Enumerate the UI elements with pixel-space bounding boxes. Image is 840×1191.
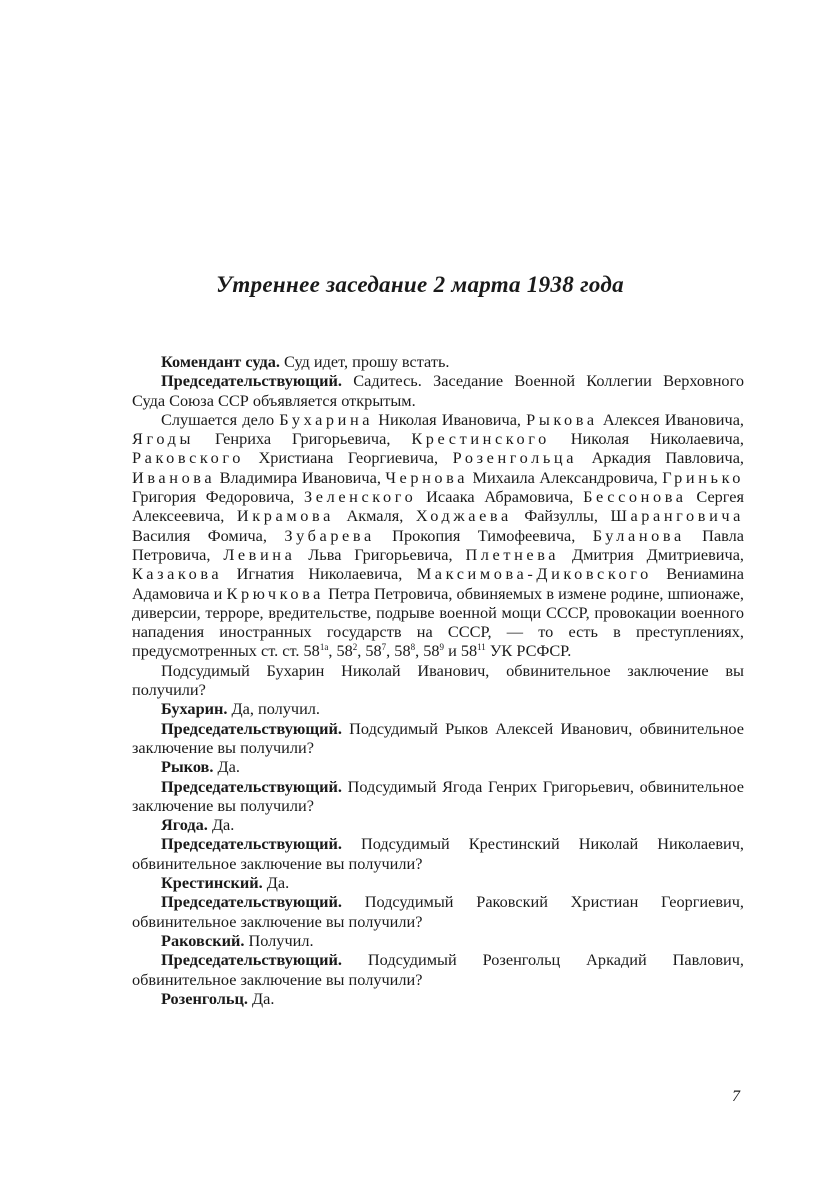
article-superscript: 11 — [477, 642, 486, 653]
defendant-surname: Буланова — [592, 525, 685, 545]
defendant-given-names: Григория Федоровича, — [132, 487, 305, 507]
defendant-surname: Зубарева — [284, 525, 375, 545]
utterance-text: Да. — [247, 988, 275, 1008]
utterance-text: Подсудимый Крестинский Николай Николаевич, обвинительное заключение вы получили? — [132, 834, 744, 873]
defendant-surname: Казакова — [132, 564, 223, 584]
defendant-given-names: Вениамина Адамовича и — [132, 564, 744, 603]
transcript-paragraph — [132, 950, 744, 989]
transcript-paragraph — [132, 892, 744, 931]
defendant-given-names: Аркадия Павловича, — [577, 448, 744, 468]
article-superscript: 7 — [381, 642, 387, 653]
defendant-surname: Ходжаева — [415, 506, 512, 526]
defendant-entry — [416, 506, 611, 525]
defendant-given-names: Петра Петровича, — [324, 583, 457, 603]
defendant-entry — [132, 429, 411, 448]
speaker-name: Комендант суда. — [161, 352, 280, 371]
defendant-surname: Раковского — [132, 448, 244, 468]
utterance-text: Подсудимый Ягода Генрих Григорьевич, обвинительное заключение вы получили? — [132, 776, 744, 815]
defendant-surname: Чернова — [385, 467, 469, 487]
defendant-surname: Гринько — [662, 467, 744, 487]
article-number: , 58 — [415, 641, 440, 661]
defendant-entry — [223, 545, 465, 564]
defendant-given-names: Сергея Алексеевича, — [132, 487, 744, 526]
defendant-surname: Бухарина — [279, 409, 374, 429]
defendant-entry — [132, 468, 385, 487]
defendant-given-names: Генриха Григорьевича, — [194, 429, 412, 449]
speaker-name: Председательствующий. — [161, 950, 342, 970]
speaker-name: Председательствующий. — [161, 718, 342, 738]
utterance-text: Да. — [262, 873, 290, 893]
article-number: и 58 — [444, 641, 478, 661]
transcript-paragraph — [132, 931, 744, 950]
utterance-text: Получил. — [244, 930, 314, 950]
defendant-entry — [411, 429, 744, 448]
defendant-surname: Плетнева — [465, 544, 560, 564]
defendant-given-names: Михаила Александровича, — [468, 467, 663, 487]
article-list — [320, 641, 486, 660]
defendant-entry — [465, 545, 744, 564]
defendant-entry — [284, 526, 592, 545]
utterance-text: Да. — [213, 757, 240, 777]
defendant-surname: Максимова-Диковского — [416, 564, 652, 584]
defendant-given-names: Игнатия Николаевича, — [222, 564, 417, 584]
defendant-surname: Рыкова — [526, 409, 598, 429]
defendant-given-names: Николая Николаевича, — [549, 429, 744, 449]
defendant-given-names: Исаака Абрамовича, — [416, 487, 584, 507]
defendant-surname: Ягоды — [132, 429, 195, 449]
speaker-name: Председательствующий. — [161, 776, 342, 796]
defendant-surname: Крючкова — [226, 583, 324, 603]
defendant-surname: Икрамова — [236, 506, 334, 526]
speaker-name: Председательствующий. — [161, 371, 342, 391]
defendant-surname: Иванова — [132, 467, 216, 487]
article-number: , 58 — [328, 641, 353, 661]
transcript-paragraph — [132, 815, 744, 834]
utterance-text: Садитесь. Заседание Военной Коллегии Верховного Суда Союза ССР объявляется открытым. — [132, 371, 744, 410]
speaker-name: Рыков. — [161, 757, 214, 777]
speaker-name: Бухарин. — [161, 699, 228, 719]
defendant-given-names: Алексея Ивановича, — [597, 409, 745, 429]
defendant-given-names: Акмаля, — [333, 506, 416, 526]
article-superscript: 8 — [410, 642, 416, 653]
defendant-surname: Левина — [223, 544, 296, 564]
transcript-paragraph — [132, 873, 744, 892]
transcript-body — [132, 352, 744, 1008]
defendant-list — [132, 410, 744, 603]
speaker-name: Председательствующий. — [161, 892, 342, 912]
speaker-name: Крестинский. — [161, 873, 263, 893]
speaker-name: Раковский. — [161, 930, 245, 950]
transcript-paragraph — [132, 352, 744, 371]
article-number: , 58 — [386, 641, 411, 661]
defendant-given-names: Дмитрия Дмитриевича, — [559, 544, 744, 564]
transcript-paragraph — [132, 757, 744, 776]
defendant-entry — [304, 487, 583, 506]
defendant-given-names: Льва Григорьевича, — [295, 544, 466, 564]
utterance-text: Подсудимый Рыков Алексей Иванович, обвинительное заключение вы получили? — [132, 718, 744, 757]
defendant-entry — [227, 584, 457, 603]
defendant-surname: Зеленского — [304, 487, 417, 507]
utterance-text: Да, получил. — [227, 699, 320, 719]
criminal-code: УК РСФСР. — [485, 641, 572, 661]
indictment-intro: Слушается дело — [161, 409, 280, 429]
defendant-entry — [237, 506, 416, 525]
indictment-charges: обвиняемых в измене родине, шпионаже, диверсии, терроре, вредительстве, подрыве военной мощи СССР, провокации военного нападения иностранных государств на СССР, — то есть в преступлениях, предусмотренных ст. ст. 58 — [132, 583, 744, 661]
page-number: 7 — [732, 1088, 740, 1105]
utterance-text: Подсудимый Бухарин Николай Иванович, обвинительное заключение вы получили? — [132, 660, 744, 700]
speaker-name: Ягода. — [161, 815, 208, 835]
transcript-paragraph — [132, 699, 744, 718]
utterance-text: Подсудимый Раковский Христиан Георгиевич, обвинительное заключение вы получили? — [132, 892, 744, 931]
defendant-surname: Крестинского — [411, 429, 550, 449]
defendant-entry — [453, 448, 744, 467]
defendant-given-names: Николая Ивановича, — [373, 409, 527, 429]
transcript-paragraph — [132, 719, 744, 758]
defendant-entry — [279, 410, 526, 429]
transcript-paragraph — [132, 834, 744, 873]
indictment-paragraph — [132, 410, 744, 661]
utterance-text: Суд идет, прошу встать. — [279, 352, 450, 371]
article-number: , 58 — [357, 641, 382, 661]
speaker-name: Председательствующий. — [161, 834, 342, 854]
defendant-given-names: Христиана Георгиевича, — [243, 448, 453, 468]
article-superscript: 1а — [319, 642, 329, 653]
transcript-paragraph — [132, 989, 744, 1008]
article-superscript: 9 — [439, 642, 444, 653]
defendant-given-names: Файзуллы, — [511, 506, 611, 526]
defendant-entry — [132, 448, 453, 467]
article-superscript: 2 — [352, 642, 358, 653]
defendant-entry — [385, 468, 662, 487]
defendant-given-names: Прокопия Тимофеевича, — [374, 525, 593, 545]
speaker-name: Розенгольц. — [161, 988, 248, 1008]
defendant-surname: Бессонова — [583, 487, 687, 507]
defendant-entry — [132, 564, 417, 583]
defendant-given-names: Василия Фомича, — [132, 525, 285, 545]
defendant-given-names: Владимира Ивановича, — [215, 467, 386, 487]
transcript-paragraph — [132, 371, 744, 410]
page-title: Утреннее заседание 2 марта 1938 года — [216, 272, 624, 297]
transcript-paragraph — [132, 661, 744, 700]
transcript-paragraph — [132, 777, 744, 816]
defendant-entry — [526, 410, 744, 429]
utterance-text: Да. — [207, 815, 235, 835]
defendant-surname: Шаранговича — [610, 506, 745, 526]
defendant-surname: Розенгольца — [452, 448, 578, 468]
utterance-text: Подсудимый Розенгольц Аркадий Павлович, обвинительное заключение вы получили? — [132, 950, 744, 989]
defendant-given-names: Павла Петровича, — [132, 525, 744, 564]
